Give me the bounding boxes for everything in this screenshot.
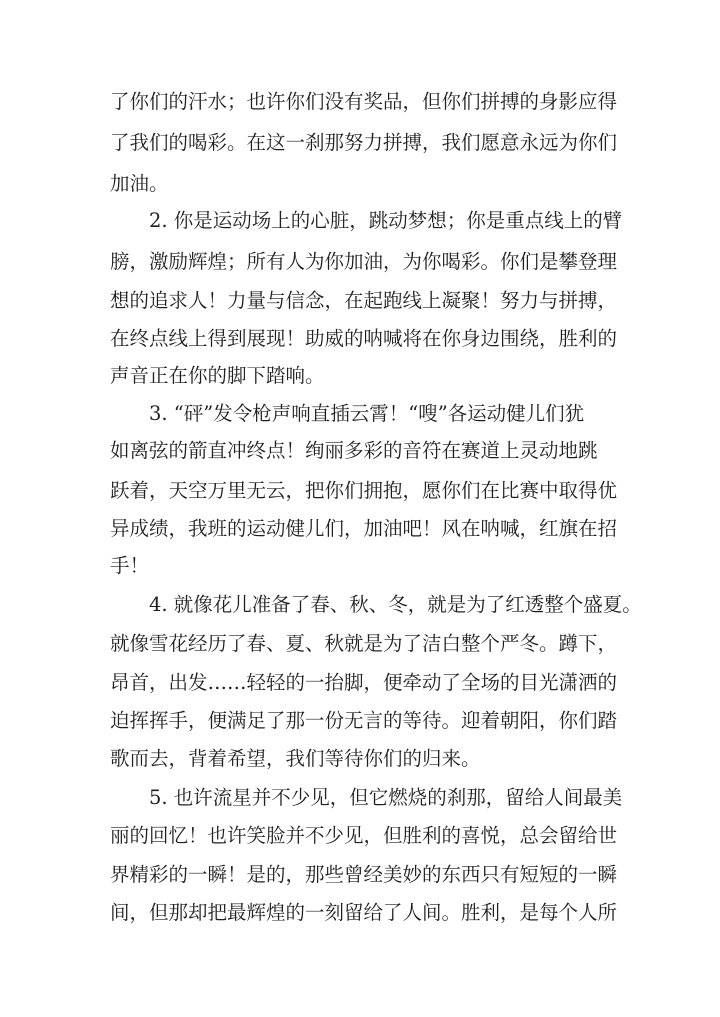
text-line: 迫挥挥手，便满足了那一份无言的等待。迎着朝阳，你们踏 [110, 709, 618, 732]
text-line: 手！ [110, 554, 150, 577]
text-line: 2. 你是运动场上的心脏，跳动梦想；你是重点线上的臂 [110, 209, 623, 232]
text-line: 在终点线上得到展现！助威的呐喊将在你身边围绕，胜利的 [110, 327, 618, 350]
text-line: 歌而去，背着希望，我们等待你们的归来。 [110, 747, 481, 770]
text-line: 界精彩的一瞬！是的，那些曾经美妙的东西只有短短的一瞬 [110, 863, 618, 886]
text-line: 间，但那却把最辉煌的一刻留给了人间。胜利，是每个人所 [110, 901, 618, 924]
text-line: 想的追求人！力量与信念，在起跑线上凝聚！努力与拼搏， [110, 289, 618, 312]
text-line: 3. “砰”发令枪声响直插云霄！“嗖”各运动健儿们犹 [110, 402, 585, 425]
text-line: 如离弦的箭直冲终点！绚丽多彩的音符在赛道上灵动地跳 [110, 439, 598, 462]
text-line: 膀，激励辉煌；所有人为你加油，为你喝彩。你们是攀登理 [110, 250, 618, 273]
text-line: 昂首，出发……轻轻的一抬脚，便牵动了全场的目光潇洒的 [110, 671, 618, 694]
text-line: 4. 就像花儿准备了春、秋、冬，就是为了红透整个盛夏。 [110, 593, 642, 616]
text-line: 声音正在你的脚下踏响。 [110, 364, 325, 387]
text-line: 跃着，天空万里无云，把你们拥抱，愿你们在比赛中取得优 [110, 479, 618, 502]
text-line: 就像雪花经历了春、夏、秋就是为了洁白整个严冬。蹲下， [110, 632, 618, 655]
text-line: 异成绩，我班的运动健儿们，加油吧！风在呐喊，红旗在招 [110, 517, 618, 540]
text-line: 加油。 [110, 172, 169, 195]
text-line: 了我们的喝彩。在这一刹那努力拼搏，我们愿意永远为你们 [110, 131, 618, 154]
text-line: 丽的回忆！也许笑脸并不少见，但胜利的喜悦，总会留给世 [110, 824, 618, 847]
text-line: 了你们的汗水；也许你们没有奖品，但你们拼搏的身影应得 [110, 90, 618, 113]
text-line: 5. 也许流星并不少见，但它燃烧的刹那，留给人间最美 [110, 786, 623, 809]
